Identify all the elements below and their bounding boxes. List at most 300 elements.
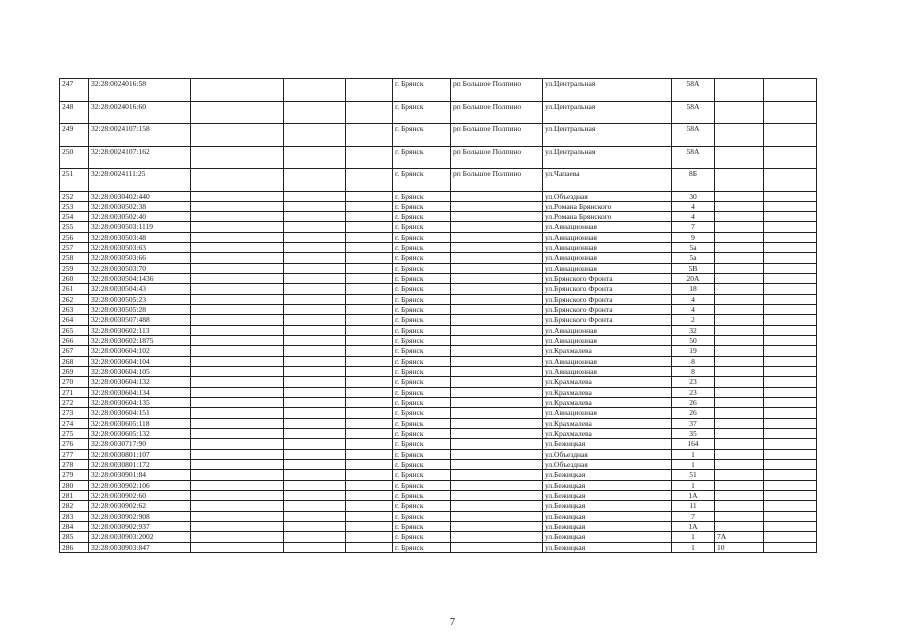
building-cell [715,305,764,315]
street-cell: ул.Авиационная [543,243,672,253]
empty-cell [764,336,817,346]
locality-cell: рп Большое Полпино [451,124,543,147]
locality-cell [451,243,543,253]
empty-cell [191,367,284,377]
empty-cell [191,398,284,408]
empty-cell [284,532,346,542]
empty-cell [346,418,393,428]
empty-cell [764,398,817,408]
locality-cell [451,191,543,201]
empty-cell [191,460,284,470]
cadastral-number-cell: 32:28:0024111:25 [89,169,191,192]
cadastral-number-cell: 32:28:0024016:60 [89,101,191,124]
table-row [60,274,817,284]
empty-cell [346,232,393,242]
city-cell: г. Брянск [393,274,451,284]
cadastral-number-cell: 32:28:0030903:847 [89,542,191,552]
empty-cell [346,522,393,532]
house-number-cell: 26 [672,408,715,418]
empty-cell [346,191,393,201]
empty-cell [764,253,817,263]
table-row [60,263,817,273]
locality-cell [451,511,543,521]
table-row [60,480,817,490]
empty-cell [764,305,817,315]
empty-cell [346,470,393,480]
city-cell: г. Брянск [393,460,451,470]
building-cell [715,398,764,408]
empty-cell [764,480,817,490]
empty-cell [346,429,393,439]
empty-cell [346,501,393,511]
empty-cell [764,532,817,542]
cadastral-number-cell: 32:28:0030604:132 [89,377,191,387]
table-row [60,146,817,169]
building-cell [715,212,764,222]
table-row [60,336,817,346]
cadastral-number-cell: 32:28:0030503:63 [89,243,191,253]
cadastral-number-cell: 32:28:0030502:40 [89,212,191,222]
locality-cell [451,522,543,532]
row-number-cell: 256 [60,232,89,242]
street-cell: ул.Бежицкая [543,532,672,542]
building-cell [715,387,764,397]
city-cell: г. Брянск [393,367,451,377]
cadastral-number-cell: 32:28:0030605:132 [89,429,191,439]
empty-cell [346,201,393,211]
locality-cell [451,201,543,211]
street-cell: ул.Крахмалева [543,418,672,428]
house-number-cell: 11 [672,501,715,511]
row-number-cell: 273 [60,408,89,418]
table-row [60,169,817,192]
empty-cell [346,356,393,366]
city-cell: г. Брянск [393,511,451,521]
cadastral-number-cell: 32:28:0030902:62 [89,501,191,511]
table-row [60,367,817,377]
row-number-cell: 255 [60,222,89,232]
row-number-cell: 280 [60,480,89,490]
locality-cell [451,222,543,232]
city-cell: г. Брянск [393,201,451,211]
cadastral-number-cell: 32:28:0030602:1875 [89,336,191,346]
empty-cell [191,243,284,253]
locality-cell: рп Большое Полпино [451,146,543,169]
cadastral-number-cell: 32:28:0030502:38 [89,201,191,211]
cadastral-number-cell: 32:28:0030902:937 [89,522,191,532]
table-row [60,356,817,366]
empty-cell [284,263,346,273]
locality-cell [451,439,543,449]
cadastral-number-cell: 32:28:0030604:104 [89,356,191,366]
locality-cell [451,305,543,315]
city-cell: г. Брянск [393,491,451,501]
row-number-cell: 253 [60,201,89,211]
city-cell: г. Брянск [393,408,451,418]
row-number-cell: 263 [60,305,89,315]
building-cell [715,191,764,201]
street-cell: ул.Центральная [543,101,672,124]
locality-cell [451,491,543,501]
street-cell: ул.Брянского Фронта [543,284,672,294]
street-cell: ул.Центральная [543,146,672,169]
locality-cell [451,429,543,439]
locality-cell [451,284,543,294]
table-row [60,449,817,459]
empty-cell [764,294,817,304]
house-number-cell: 7 [672,222,715,232]
row-number-cell: 264 [60,315,89,325]
empty-cell [346,274,393,284]
empty-cell [764,449,817,459]
empty-cell [191,418,284,428]
row-number-cell: 251 [60,169,89,192]
city-cell: г. Брянск [393,336,451,346]
cadastral-number-cell: 32:28:0030901:84 [89,470,191,480]
city-cell: г. Брянск [393,398,451,408]
table-row [60,501,817,511]
cadastral-number-cell: 32:28:0030505:23 [89,294,191,304]
city-cell: г. Брянск [393,315,451,325]
cadastral-number-cell: 32:28:0024016:58 [89,79,191,102]
table-row [60,346,817,356]
empty-cell [284,491,346,501]
cadastral-number-cell: 32:28:0030801:172 [89,460,191,470]
building-cell [715,336,764,346]
empty-cell [191,377,284,387]
empty-cell [764,222,817,232]
page-number: 7 [450,617,455,628]
street-cell: ул.Бежицкая [543,511,672,521]
empty-cell [191,429,284,439]
city-cell: г. Брянск [393,325,451,335]
empty-cell [764,356,817,366]
empty-cell [284,325,346,335]
building-cell [715,294,764,304]
row-number-cell: 272 [60,398,89,408]
table-row [60,294,817,304]
empty-cell [191,480,284,490]
empty-cell [284,511,346,521]
empty-cell [346,408,393,418]
city-cell: г. Брянск [393,212,451,222]
house-number-cell: 5а [672,243,715,253]
street-cell: ул.Центральная [543,124,672,147]
city-cell: г. Брянск [393,501,451,511]
empty-cell [764,101,817,124]
empty-cell [346,212,393,222]
house-number-cell: 1 [672,532,715,542]
house-number-cell: 58А [672,79,715,102]
cadastral-number-cell: 32:28:0030504:43 [89,284,191,294]
street-cell: ул.Авиационная [543,356,672,366]
empty-cell [191,470,284,480]
building-cell [715,284,764,294]
street-cell: ул.Крахмалева [543,377,672,387]
house-number-cell: 30 [672,191,715,201]
table-row [60,398,817,408]
empty-cell [284,367,346,377]
empty-cell [284,377,346,387]
house-number-cell: 4 [672,201,715,211]
row-number-cell: 259 [60,263,89,273]
empty-cell [346,398,393,408]
empty-cell [284,356,346,366]
building-cell [715,449,764,459]
empty-cell [284,418,346,428]
empty-cell [346,449,393,459]
empty-cell [346,315,393,325]
empty-cell [346,491,393,501]
city-cell: г. Брянск [393,169,451,192]
table-row [60,232,817,242]
table-row [60,387,817,397]
street-cell: ул.Бежицкая [543,491,672,501]
building-cell [715,522,764,532]
empty-cell [764,460,817,470]
empty-cell [191,101,284,124]
empty-cell [191,263,284,273]
empty-cell [284,542,346,552]
house-number-cell: 23 [672,377,715,387]
city-cell: г. Брянск [393,124,451,147]
street-cell: ул.Авиационная [543,222,672,232]
house-number-cell: 37 [672,418,715,428]
locality-cell [451,480,543,490]
building-cell [715,201,764,211]
row-number-cell: 284 [60,522,89,532]
empty-cell [346,542,393,552]
empty-cell [191,274,284,284]
row-number-cell: 250 [60,146,89,169]
empty-cell [284,501,346,511]
building-cell [715,222,764,232]
cadastral-number-cell: 32:28:0030605:118 [89,418,191,428]
cadastral-number-cell: 32:28:0030902:908 [89,511,191,521]
empty-cell [346,294,393,304]
empty-cell [191,532,284,542]
row-number-cell: 258 [60,253,89,263]
cadastral-register-table [59,78,817,553]
street-cell: ул.Бежицкая [543,501,672,511]
locality-cell [451,336,543,346]
table-row [60,212,817,222]
building-cell [715,408,764,418]
empty-cell [284,470,346,480]
city-cell: г. Брянск [393,146,451,169]
empty-cell [191,501,284,511]
house-number-cell: 1А [672,491,715,501]
empty-cell [764,124,817,147]
row-number-cell: 248 [60,101,89,124]
building-cell [715,325,764,335]
row-number-cell: 279 [60,470,89,480]
locality-cell [451,212,543,222]
row-number-cell: 269 [60,367,89,377]
cadastral-number-cell: 32:28:0030604:102 [89,346,191,356]
building-cell [715,243,764,253]
locality-cell [451,253,543,263]
empty-cell [191,387,284,397]
row-number-cell: 277 [60,449,89,459]
table-row [60,101,817,124]
locality-cell [451,294,543,304]
empty-cell [346,325,393,335]
empty-cell [191,491,284,501]
house-number-cell: 58А [672,124,715,147]
empty-cell [764,232,817,242]
empty-cell [346,253,393,263]
city-cell: г. Брянск [393,294,451,304]
table-row [60,542,817,552]
cadastral-number-cell: 32:28:0030604:135 [89,398,191,408]
street-cell: ул.Брянского Фронта [543,274,672,284]
empty-cell [764,243,817,253]
empty-cell [346,243,393,253]
street-cell: ул.Бежицкая [543,542,672,552]
city-cell: г. Брянск [393,305,451,315]
empty-cell [284,191,346,201]
building-cell [715,315,764,325]
house-number-cell: 26 [672,398,715,408]
locality-cell [451,325,543,335]
house-number-cell: 9 [672,232,715,242]
building-cell [715,439,764,449]
empty-cell [284,387,346,397]
empty-cell [764,79,817,102]
locality-cell [451,377,543,387]
table-row [60,460,817,470]
cadastral-number-cell: 32:28:0030902:106 [89,480,191,490]
locality-cell [451,232,543,242]
locality-cell [451,460,543,470]
building-cell [715,491,764,501]
row-number-cell: 282 [60,501,89,511]
house-number-cell: 4 [672,212,715,222]
locality-cell [451,315,543,325]
house-number-cell: 5В [672,263,715,273]
table-row [60,124,817,147]
empty-cell [191,79,284,102]
empty-cell [346,284,393,294]
house-number-cell: 164 [672,439,715,449]
locality-cell [451,532,543,542]
cadastral-number-cell: 32:28:0030604:105 [89,367,191,377]
row-number-cell: 275 [60,429,89,439]
house-number-cell: 32 [672,325,715,335]
locality-cell: рп Большое Полпино [451,79,543,102]
house-number-cell: 5а [672,253,715,263]
city-cell: г. Брянск [393,101,451,124]
cadastral-number-cell: 32:28:0030903:2002 [89,532,191,542]
city-cell: г. Брянск [393,522,451,532]
empty-cell [191,146,284,169]
city-cell: г. Брянск [393,449,451,459]
empty-cell [191,346,284,356]
empty-cell [191,169,284,192]
empty-cell [346,480,393,490]
empty-cell [191,305,284,315]
locality-cell: рп Большое Полпино [451,101,543,124]
table-row [60,439,817,449]
empty-cell [346,346,393,356]
empty-cell [284,284,346,294]
cadastral-number-cell: 32:28:0030503:66 [89,253,191,263]
empty-cell [764,274,817,284]
city-cell: г. Брянск [393,232,451,242]
empty-cell [764,169,817,192]
building-cell [715,263,764,273]
building-cell [715,480,764,490]
row-number-cell: 257 [60,243,89,253]
locality-cell [451,449,543,459]
street-cell: ул.Объездная [543,449,672,459]
locality-cell [451,274,543,284]
house-number-cell: 4 [672,305,715,315]
table-row [60,191,817,201]
street-cell: ул.Авиационная [543,253,672,263]
empty-cell [764,284,817,294]
row-number-cell: 262 [60,294,89,304]
building-cell [715,232,764,242]
cadastral-number-cell: 32:28:0030604:134 [89,387,191,397]
building-cell [715,460,764,470]
empty-cell [284,449,346,459]
house-number-cell: 4 [672,294,715,304]
cadastral-number-cell: 32:28:0030507:488 [89,315,191,325]
table-row [60,418,817,428]
table-row [60,325,817,335]
row-number-cell: 266 [60,336,89,346]
city-cell: г. Брянск [393,346,451,356]
street-cell: ул.Объездная [543,460,672,470]
empty-cell [284,480,346,490]
locality-cell [451,346,543,356]
row-number-cell: 254 [60,212,89,222]
empty-cell [346,460,393,470]
empty-cell [191,449,284,459]
street-cell: ул.Крахмалева [543,387,672,397]
street-cell: ул.Романа Брянского [543,212,672,222]
house-number-cell: 18 [672,284,715,294]
building-cell [715,356,764,366]
building-cell: 7А [715,532,764,542]
empty-cell [764,263,817,273]
table-row [60,222,817,232]
empty-cell [764,511,817,521]
cadastral-number-cell: 32:28:0030503:48 [89,232,191,242]
cadastral-number-cell: 32:28:0030902:60 [89,491,191,501]
city-cell: г. Брянск [393,253,451,263]
empty-cell [191,315,284,325]
locality-cell [451,367,543,377]
street-cell: ул.Брянского Фронта [543,294,672,304]
empty-cell [191,294,284,304]
row-number-cell: 260 [60,274,89,284]
city-cell: г. Брянск [393,470,451,480]
table-row [60,532,817,542]
empty-cell [284,315,346,325]
building-cell [715,429,764,439]
empty-cell [191,253,284,263]
row-number-cell: 283 [60,511,89,521]
street-cell: ул.Бежицкая [543,480,672,490]
empty-cell [764,191,817,201]
empty-cell [764,470,817,480]
empty-cell [284,522,346,532]
empty-cell [346,124,393,147]
empty-cell [764,367,817,377]
